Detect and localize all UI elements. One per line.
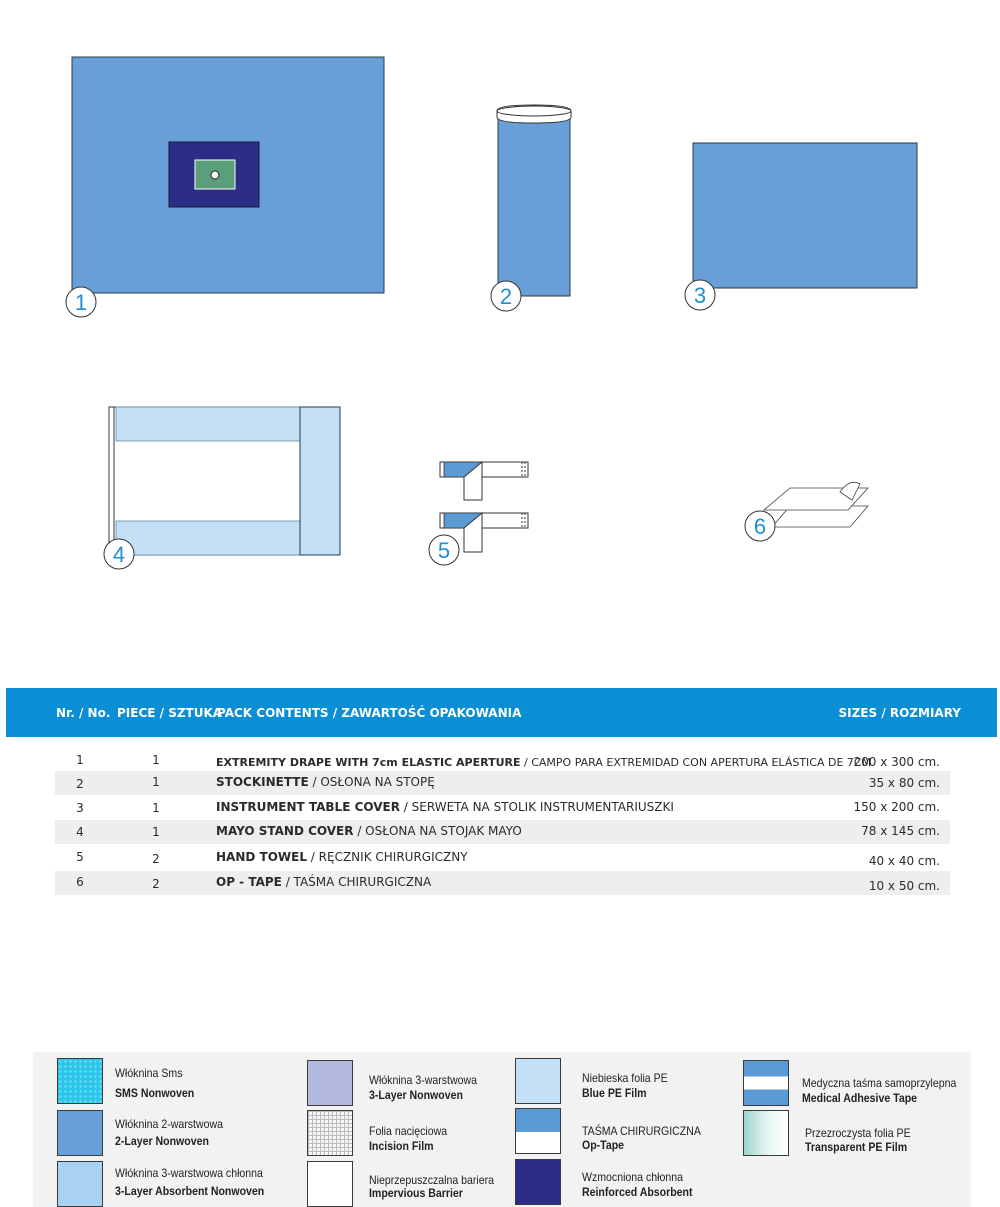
svg-text:3: 3 xyxy=(693,283,707,308)
row-pieces: 1 xyxy=(152,753,160,767)
row-name: MAYO STAND COVER / OSŁONA NA STOJAK MAYO xyxy=(216,824,522,838)
row-nr: 4 xyxy=(76,825,84,839)
impervious-barrier-swatch xyxy=(307,1161,353,1207)
row-nr: 3 xyxy=(76,801,84,815)
row-nr: 5 xyxy=(76,850,84,864)
item-number-4 xyxy=(104,539,134,569)
row-pieces: 2 xyxy=(152,852,160,866)
legend-label: TAŚMA CHIRURGICZNA Op-Tape xyxy=(582,1124,701,1152)
row-pieces: 2 xyxy=(152,877,160,891)
row-name: HAND TOWEL / RĘCZNIK CHIRURGICZNY xyxy=(216,850,468,864)
svg-text:4: 4 xyxy=(112,542,126,567)
op-tape-swatch xyxy=(515,1108,561,1154)
row-size: 10 x 50 cm. xyxy=(868,879,940,893)
svg-text:5: 5 xyxy=(437,538,451,563)
table-cover-illustration xyxy=(693,143,917,288)
legend-label: Włóknina 2-warstwowa 2-Layer Nonwoven xyxy=(115,1117,223,1148)
incision-film-swatch xyxy=(307,1110,353,1156)
legend-label: Wzmocniona chłonna Reinforced Absorbent xyxy=(582,1170,693,1199)
svg-text:2: 2 xyxy=(499,284,513,309)
header-contents: PACK CONTENTS / ZAWARTOŚĆ OPAKOWANIA xyxy=(217,706,522,720)
header-nr: Nr. / No. xyxy=(56,706,111,720)
reinforced-absorbent-swatch xyxy=(515,1159,561,1205)
material-legend xyxy=(33,1052,971,1207)
row-size: 78 x 145 cm. xyxy=(861,824,940,838)
row-name: OP - TAPE / TAŚMA CHIRURGICZNA xyxy=(216,875,432,889)
row-nr: 6 xyxy=(76,875,84,889)
blue-pe-film-swatch xyxy=(515,1058,561,1104)
row-nr: 1 xyxy=(76,753,84,767)
op-tape-illustration xyxy=(764,482,868,527)
legend-label: Folia nacięciowa Incision Film xyxy=(369,1124,448,1153)
mayo-stand-cover-illustration xyxy=(109,407,340,555)
item-number-1 xyxy=(66,287,96,317)
table-row xyxy=(55,871,950,895)
row-pieces: 1 xyxy=(152,825,160,839)
row-nr: 2 xyxy=(76,777,84,791)
table-row xyxy=(55,846,950,870)
legend-label: Włóknina 3-warstwowa chłonna 3-Layer Absorbent Nonwoven xyxy=(115,1166,265,1198)
transparent-pe-film-swatch xyxy=(743,1110,789,1156)
row-name: INSTRUMENT TABLE COVER / SERWETA NA STOLIK INSTRUMENTARIUSZKI xyxy=(216,800,674,814)
three-layer-absorbent-swatch xyxy=(57,1161,103,1207)
contents-table-header xyxy=(6,688,997,737)
row-size: 35 x 80 cm. xyxy=(868,776,940,790)
header-sizes: SIZES / ROZMIARY xyxy=(838,706,961,720)
legend-label: Nieprzepuszczalna bariera Impervious Barrier xyxy=(369,1173,495,1200)
legend-label: Włóknina 3-warstwowa 3-Layer Nonwoven xyxy=(369,1073,477,1102)
medical-adhesive-tape-swatch xyxy=(743,1060,789,1106)
svg-text:1: 1 xyxy=(74,290,88,315)
legend-label: Medyczna taśma samoprzylepna Medical Adhesive Tape xyxy=(802,1076,957,1105)
item-number-6 xyxy=(745,511,775,541)
table-row xyxy=(55,796,950,820)
row-size: 40 x 40 cm. xyxy=(868,854,940,868)
sms-nonwoven-swatch xyxy=(57,1058,103,1104)
svg-text:6: 6 xyxy=(753,514,767,539)
row-name: STOCKINETTE / OSŁONA NA STOPĘ xyxy=(216,775,435,789)
two-layer-nonwoven-swatch xyxy=(57,1110,103,1156)
table-row xyxy=(55,820,950,844)
row-name: EXTREMITY DRAPE WITH 7cm ELASTIC APERTURE / CAMPO PARA EXTREMIDAD CON APERTURA ELÁSTICA DE 7CM xyxy=(216,756,872,769)
row-pieces: 1 xyxy=(152,775,160,789)
stockinette-illustration xyxy=(497,105,571,296)
three-layer-nonwoven-swatch xyxy=(307,1060,353,1106)
extremity-drape-illustration xyxy=(72,57,384,293)
legend-label: Przezroczysta folia PE Transparent PE Film xyxy=(805,1126,911,1154)
row-size: 200 x 300 cm. xyxy=(853,755,940,769)
item-number-5 xyxy=(429,535,459,565)
row-pieces: 1 xyxy=(152,801,160,815)
legend-label: Włóknina Sms SMS Nonwoven xyxy=(115,1066,195,1100)
table-row xyxy=(55,771,950,795)
item-number-3 xyxy=(685,280,715,310)
header-piece: PIECE / SZTUKA xyxy=(117,706,223,720)
item-number-2 xyxy=(491,281,521,311)
row-size: 150 x 200 cm. xyxy=(853,800,940,814)
legend-label: Niebieska folia PE Blue PE Film xyxy=(582,1071,668,1100)
